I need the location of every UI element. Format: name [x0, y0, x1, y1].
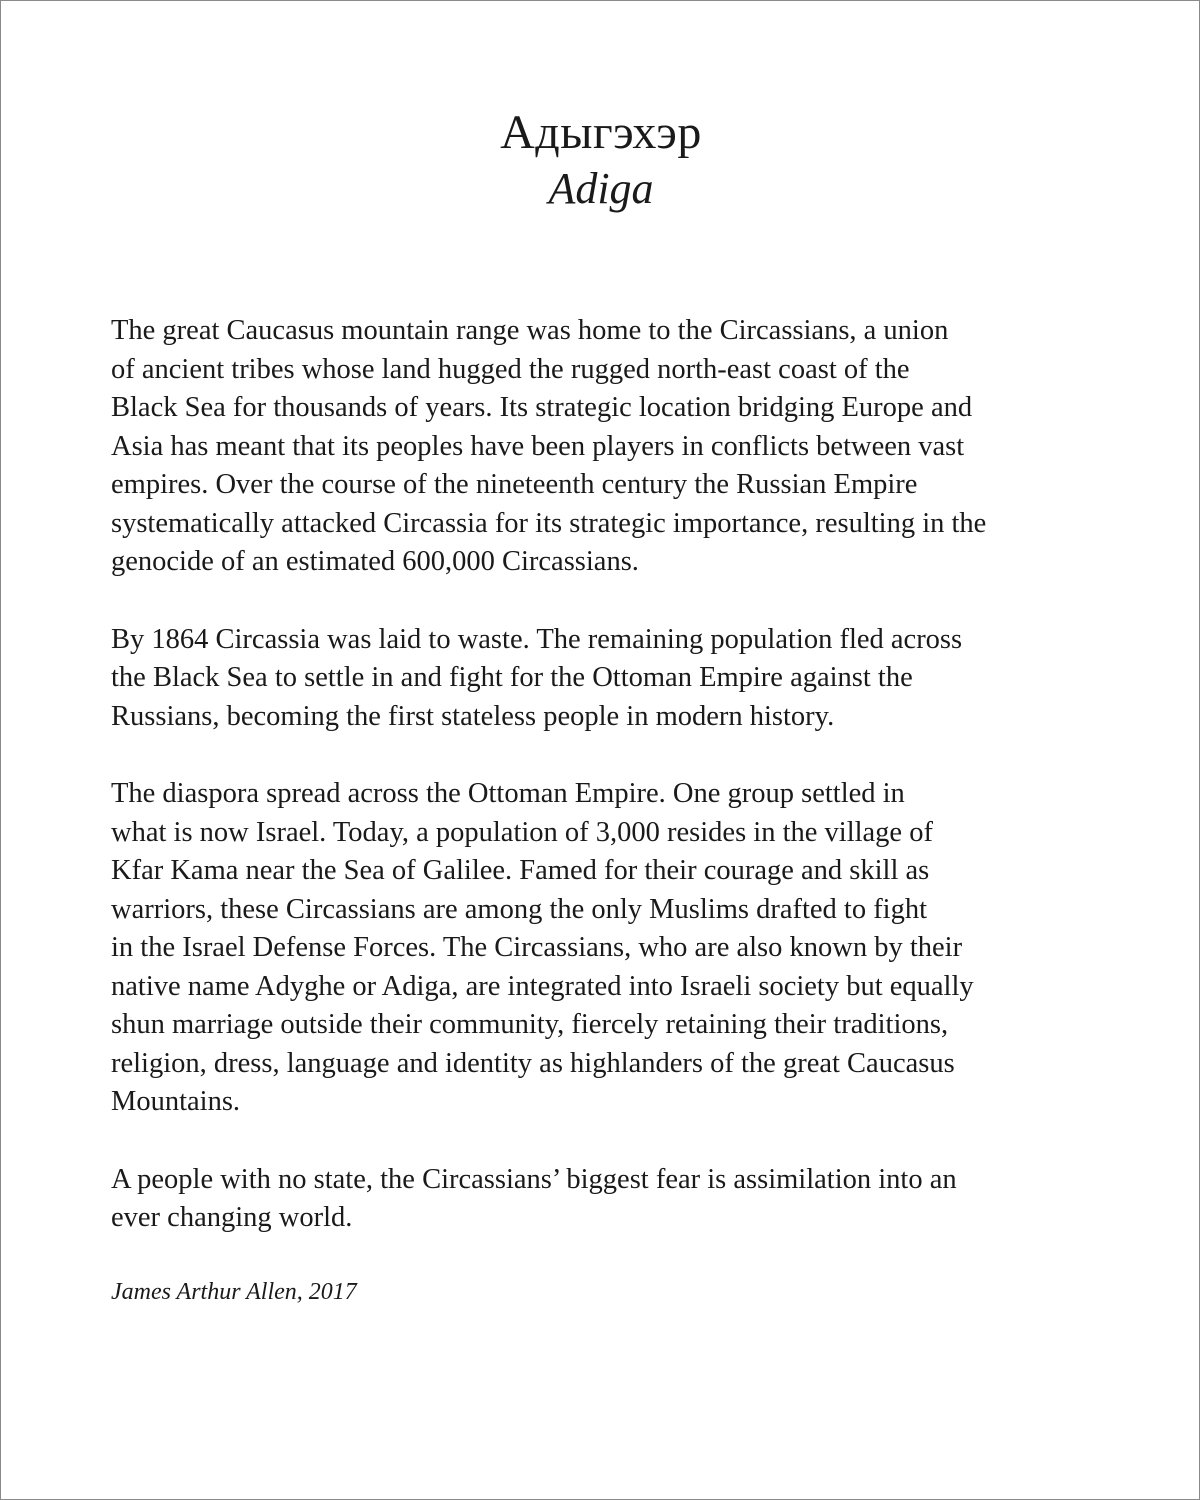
- text-line: genocide of an estimated 600,000 Circassians.: [111, 546, 639, 577]
- body-text: [111, 312, 1101, 1277]
- text-line: A people with no state, the Circassians’ biggest fear is assimilation into an: [111, 1163, 957, 1195]
- text-line: warriors, these Circassians are among the only Muslims drafted to fight: [111, 893, 928, 925]
- text-line: Asia has meant that its peoples have been players in conflicts between vast: [111, 430, 965, 462]
- text-line: native name Adyghe or Adiga, are integrated into Israeli society but equally: [111, 970, 974, 1002]
- text-line: systematically attacked Circassia for its strategic importance, resulting in the: [111, 507, 987, 539]
- text-line: ever changing world.: [111, 1202, 353, 1233]
- paragraph-history: [111, 312, 1101, 582]
- paragraph-conclusion: [111, 1161, 1101, 1238]
- text-line: the Black Sea to settle in and fight for the Ottoman Empire against the: [111, 662, 913, 693]
- text-line: The great Caucasus mountain range was home to the Circassians, a union: [111, 315, 949, 346]
- text-line: of ancient tribes whose land hugged the rugged north-east coast of the: [111, 353, 910, 385]
- text-line: empires. Over the course of the nineteenth century the Russian Empire: [111, 469, 918, 500]
- text-line: Black Sea for thousands of years. Its strategic location bridging Europe and: [111, 392, 973, 423]
- text-line: Russians, becoming the first stateless people in modern history.: [111, 700, 835, 732]
- text-line: By 1864 Circassia was laid to waste. The remaining population fled across: [111, 623, 963, 655]
- page-subtitle: Adiga: [548, 164, 654, 213]
- paragraph-exodus: [111, 621, 1101, 737]
- text-line: shun marriage outside their community, fiercely retaining their traditions,: [111, 1009, 949, 1040]
- text-line: in the Israel Defense Forces. The Circassians, who are also known by their: [111, 932, 963, 963]
- text-line: Mountains.: [111, 1086, 241, 1117]
- text-line: religion, dress, language and identity as highlanders of the great Caucasus: [111, 1047, 955, 1079]
- paragraph-diaspora: [111, 775, 1101, 1122]
- title-block: [1, 105, 1200, 217]
- page-title: Адыгэхэр: [500, 106, 702, 159]
- text-line: The diaspora spread across the Ottoman Empire. One group settled in: [111, 778, 905, 809]
- text-line: what is now Israel. Today, a population of 3,000 resides in the village of: [111, 816, 933, 848]
- author-signature: James Arthur Allen, 2017: [111, 1279, 357, 1305]
- text-line: Kfar Kama near the Sea of Galilee. Famed for their courage and skill as: [111, 855, 930, 886]
